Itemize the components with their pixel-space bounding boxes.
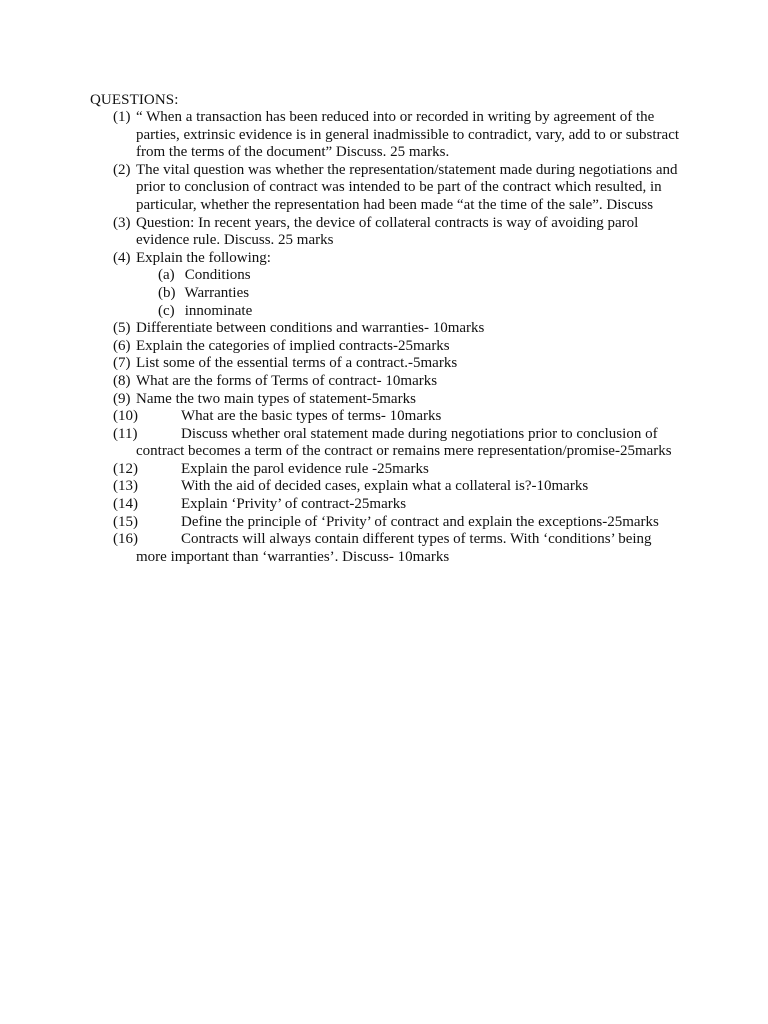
question-number: (12): [113, 460, 138, 477]
subitem-c: [158, 303, 768, 321]
question-text: Contracts will always contain different types of terms. With ‘conditions’ being more important than ‘warranties’. Discuss- 10marks: [136, 531, 652, 565]
question-number: (2): [113, 161, 131, 178]
question-8: [0, 373, 768, 391]
question-2: [0, 162, 768, 215]
question-text: Explain the categories of implied contracts-25marks: [136, 337, 450, 354]
question-12: [0, 461, 768, 479]
question-text: Discuss whether oral statement made during negotiations prior to conclusion of contract becomes a term of the contract or remains mere representation/promise-25marks: [136, 425, 672, 460]
question-text: With the aid of decided cases, explain what a collateral is?-10marks: [181, 478, 589, 495]
question-number: (4): [113, 249, 131, 266]
question-13: [0, 478, 768, 496]
question-text: Question: In recent years, the device of collateral contracts is way of avoiding parol evidence rule. Discuss. 25 marks: [136, 214, 639, 249]
question-7: [0, 355, 768, 373]
question-4-subitems: [158, 267, 768, 320]
question-1: [0, 109, 768, 162]
subitem-label: (b): [158, 284, 176, 301]
questions-list: [0, 109, 768, 566]
subitem-b: [158, 285, 768, 303]
question-number: (10): [113, 408, 138, 425]
question-number: (15): [113, 513, 138, 530]
question-number: (5): [113, 320, 131, 337]
question-text: Name the two main types of statement-5marks: [136, 390, 416, 407]
question-text: What are the forms of Terms of contract- 10marks: [136, 372, 438, 389]
question-text: Explain the parol evidence rule -25marks: [181, 460, 429, 477]
question-number: (7): [113, 355, 131, 372]
question-number: (6): [113, 337, 131, 354]
question-number: (13): [113, 478, 138, 495]
question-number: (8): [113, 372, 131, 389]
questions-heading: QUESTIONS:: [90, 92, 179, 108]
question-text: What are the basic types of terms- 10marks: [181, 408, 442, 425]
question-9: [0, 391, 768, 409]
question-text: The vital question was whether the representation/statement made during negotiations and prior to conclusion of contract was intended to be part of the contract which resulted, in particular, whether the representation had been made “at the time of the sale”. Discuss: [136, 161, 678, 213]
question-6: [0, 338, 768, 356]
subitem-text: Conditions: [184, 267, 251, 284]
subitem-text: Warranties: [184, 284, 250, 301]
question-11: [0, 426, 768, 461]
question-text: “ When a transaction has been reduced into or recorded in writing by agreement of the parties, extrinsic evidence is in general inadmissible to contradict, vary, add to or substract from the terms of the document” Discuss. 25 marks.: [136, 109, 680, 161]
question-5: [0, 320, 768, 338]
question-15: [0, 514, 768, 532]
question-text: Explain ‘Privity’ of contract-25marks: [181, 496, 407, 513]
question-number: (16): [113, 531, 138, 548]
subitem-a: [158, 267, 768, 285]
question-10: [0, 408, 768, 426]
question-number: (14): [113, 496, 138, 513]
subitem-text: innominate: [184, 302, 253, 319]
question-number: (1): [113, 109, 131, 125]
question-number: (3): [113, 214, 131, 231]
question-16: [0, 531, 768, 566]
question-number: (9): [113, 390, 131, 407]
subitem-label: (a): [158, 267, 175, 284]
question-4: [0, 250, 768, 268]
question-text: Explain the following:: [136, 249, 271, 266]
question-14: [0, 496, 768, 514]
question-text: Define the principle of ‘Privity’ of contract and explain the exceptions-25marks: [181, 513, 659, 530]
question-3: [0, 215, 768, 250]
subitem-label: (c): [158, 302, 175, 319]
question-number: (11): [113, 425, 138, 442]
question-text: List some of the essential terms of a contract.-5marks: [136, 355, 458, 372]
question-text: Differentiate between conditions and warranties- 10marks: [136, 320, 485, 337]
